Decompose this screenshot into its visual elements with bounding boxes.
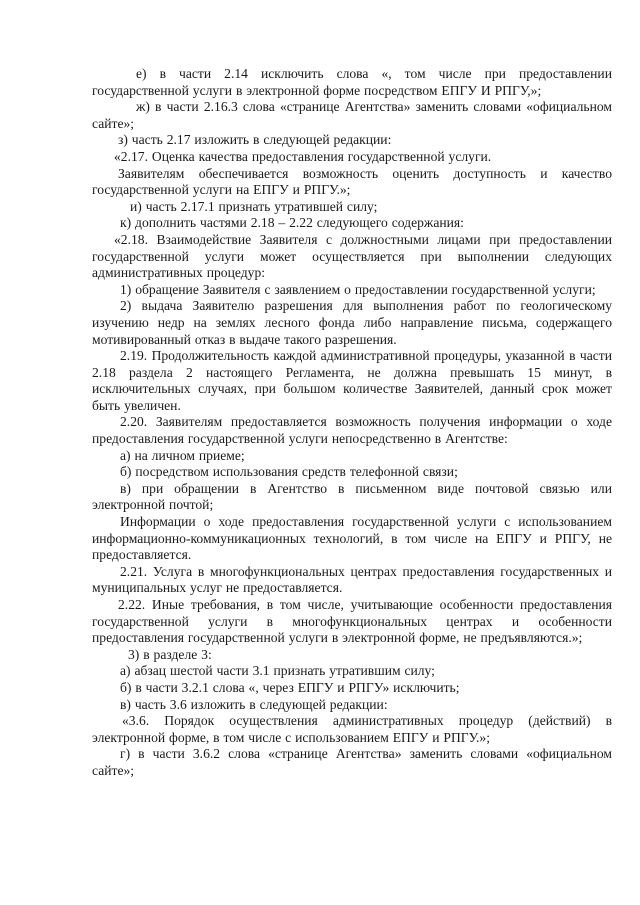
paragraph-applicants-quality: Заявителям обеспечивается возможность оценить доступность и качество государственной услуги на ЕПГУ и РПГУ.»;	[92, 165, 612, 198]
paragraph-i: и) часть 2.17.1 признать утратившей силу;	[130, 198, 378, 214]
paragraph-zh: ж) в части 2.16.3 слова «странице Агентства» заменить словами «официальном сайте»;	[92, 99, 612, 131]
paragraph-k: к) дополнить частями 2.18 – 2.22 следующего содержания:	[120, 215, 464, 231]
paragraph-section-3-g: г) в части 3.6.2 слова «странице Агентства» заменить словами «официальном сайте»;	[92, 746, 612, 778]
paragraph-e: е) в части 2.14 исключить слова «, том числе при предоставлении государственной услуги в электронной форме посредством ЕПГУ И РПГУ,»;	[92, 66, 612, 98]
document-page	[92, 66, 612, 780]
paragraph-item-a: а) на личном приеме;	[120, 447, 245, 463]
paragraph-3-6: «3.6. Порядок осуществления административных процедур (действий) в электронной форме, в том числе с использованием ЕПГУ и РПГУ.»;	[92, 713, 612, 745]
paragraph-information: Информации о ходе предоставления государственной услуги с использованием информационно-коммуникационных технологий, в том числе на ЕПГУ и РПГУ, не предоставляется.	[92, 514, 612, 563]
paragraph-2-19: 2.19. Продолжительность каждой административной процедуры, указанной в части 2.18 раздела 2 настоящего Регламента, не должна превышать 15 минут, в исключительных случаях, при большом количестве Заявителей, данный срок может быть увеличен.	[92, 348, 612, 413]
paragraph-2-22: 2.22. Иные требования, в том числе, учитывающие особенности предоставления государственной услуги в многофункциональных центрах и особенности предоставления государственной услуги в электронной форме, не предъявляются.»;	[92, 597, 612, 646]
paragraph-2-18: «2.18. Взаимодействие Заявителя с должностными лицами при предоставлении государственной услуги может осуществляется при выполнении следующих административных процедур:	[92, 231, 612, 281]
paragraph-2-17: «2.17. Оценка качества предоставления государственной услуги.	[114, 148, 492, 164]
paragraph-section-3-b: б) в части 3.2.1 слова «, через ЕПГУ и РПГУ» исключить;	[120, 679, 460, 695]
paragraph-item-1: 1) обращение Заявителя с заявлением о предоставлении государственной услуги;	[120, 281, 596, 297]
paragraph-section-3-a: а) абзац шестой части 3.1 признать утратившим силу;	[120, 663, 435, 679]
paragraph-section-3-v: в) часть 3.6 изложить в следующей редакции:	[120, 696, 388, 712]
paragraph-item-2: 2) выдача Заявителю разрешения для выполнения работ по геологическому изучению недр на землях лесного фонда либо направление письма, содержащего мотивированный отказ в выдаче такого разрешения.	[92, 298, 612, 347]
paragraph-2-21: 2.21. Услуга в многофункциональных центрах предоставления государственных и муниципальных услуг не предоставляется.	[92, 563, 612, 596]
paragraph-z: з) часть 2.17 изложить в следующей редакции:	[118, 132, 392, 148]
paragraph-item-b: б) посредством использования средств телефонной связи;	[120, 464, 458, 480]
paragraph-section-3: 3) в разделе 3:	[128, 646, 212, 662]
paragraph-2-20: 2.20. Заявителям предоставляется возможность получения информации о ходе предоставления государственной услуги непосредственно в Агентстве:	[92, 414, 612, 447]
paragraph-item-v: в) при обращении в Агентство в письменном виде почтовой связью или электронной почтой;	[92, 480, 612, 513]
